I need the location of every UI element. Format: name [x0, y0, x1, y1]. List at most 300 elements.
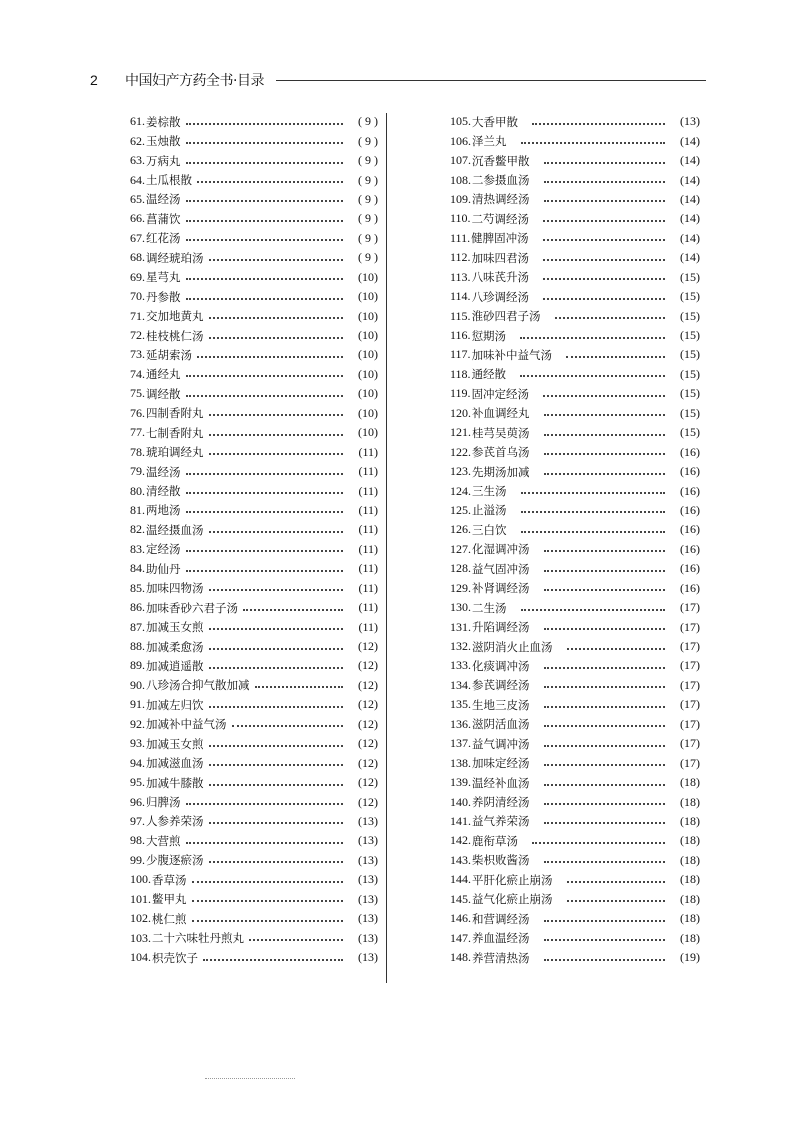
- toc-column-left: [130, 112, 378, 967]
- entry-page: ( 9 ): [358, 153, 378, 168]
- entry-title: 柴枳败酱汤: [472, 853, 530, 868]
- toc-entry: [130, 365, 378, 384]
- entry-number: 140.: [450, 794, 471, 809]
- entry-title: 星芎丸: [146, 270, 181, 285]
- toc-entry: [130, 287, 378, 306]
- entry-page: (12): [358, 755, 378, 770]
- entry-page: (18): [680, 911, 700, 926]
- entry-title: 养阴清经汤: [472, 795, 530, 810]
- entry-number: 121.: [450, 425, 471, 440]
- page-number: 2: [90, 72, 98, 88]
- leader-dots: [255, 686, 344, 688]
- toc-entry: [130, 540, 378, 559]
- toc-entry: [450, 928, 700, 947]
- entry-title: 八珍调经汤: [471, 289, 530, 304]
- leader-dots: [209, 259, 344, 261]
- entry-number: 66.: [130, 211, 145, 226]
- entry-title: 加减牛膝散: [146, 775, 204, 790]
- entry-number: 78.: [130, 444, 145, 459]
- entry-title: 四制香附丸: [146, 406, 204, 421]
- entry-number: 100.: [130, 872, 151, 887]
- entry-number: 101.: [130, 891, 151, 906]
- entry-page: (18): [680, 852, 700, 867]
- leader-dots: [197, 181, 343, 183]
- entry-title: 加减逍遥散: [146, 658, 204, 673]
- entry-page: (12): [358, 658, 378, 673]
- entry-page: (13): [358, 813, 378, 828]
- toc-entry: [130, 520, 378, 539]
- toc-entry: [130, 715, 378, 734]
- toc-entry: [130, 462, 378, 481]
- toc-entry: [130, 676, 378, 695]
- leader-dots: [209, 667, 344, 669]
- entry-page: (18): [680, 813, 700, 828]
- entry-title: 滋阴消火止血汤: [472, 639, 553, 654]
- toc-entry: [130, 345, 378, 364]
- entry-number: 102.: [130, 911, 151, 926]
- entry-title: 调经琥珀汤: [146, 250, 204, 265]
- entry-page: (10): [358, 308, 378, 323]
- entry-title: 沉香鳖甲散: [472, 153, 530, 168]
- toc-entry: [130, 248, 378, 267]
- leader-dots: [532, 123, 665, 125]
- leader-dots: [543, 298, 665, 300]
- entry-number: 99.: [130, 852, 145, 867]
- leader-dots: [192, 920, 344, 922]
- entry-number: 98.: [130, 833, 145, 848]
- entry-title: 生地三皮汤: [472, 697, 530, 712]
- entry-page: (15): [680, 347, 700, 362]
- leader-dots: [544, 725, 666, 727]
- entry-title: 八珍汤合抑气散加减: [146, 678, 250, 693]
- leader-dots: [521, 492, 666, 494]
- entry-title: 加味定经汤: [472, 756, 530, 771]
- entry-number: 147.: [450, 930, 471, 945]
- entry-title: 泽兰丸: [472, 134, 507, 149]
- leader-dots: [232, 725, 344, 727]
- entry-title: 八味芪升汤: [471, 270, 530, 285]
- entry-page: (18): [680, 930, 700, 945]
- entry-page: (12): [358, 794, 378, 809]
- entry-number: 136.: [450, 716, 471, 731]
- entry-number: 76.: [130, 405, 145, 420]
- toc-entry: [130, 617, 378, 636]
- entry-page: (12): [358, 775, 378, 790]
- entry-page: (12): [358, 736, 378, 751]
- entry-page: (18): [680, 794, 700, 809]
- entry-title: 益气调冲汤: [472, 736, 530, 751]
- leader-dots: [186, 473, 344, 475]
- entry-page: (10): [358, 269, 378, 284]
- leader-dots: [209, 434, 344, 436]
- entry-page: (10): [358, 405, 378, 420]
- leader-dots: [544, 181, 666, 183]
- toc-entry: [130, 481, 378, 500]
- entry-page: (15): [680, 328, 700, 343]
- entry-title: 加减滋血汤: [146, 756, 204, 771]
- entry-page: (17): [680, 639, 700, 654]
- entry-title: 三白饮: [472, 522, 507, 537]
- entry-number: 117.: [450, 347, 471, 362]
- entry-number: 88.: [130, 639, 145, 654]
- toc-entry: [450, 287, 700, 306]
- entry-title: 化湿调冲汤: [472, 542, 530, 557]
- leader-dots: [209, 784, 344, 786]
- entry-title: 平肝化瘀止崩汤: [472, 872, 553, 887]
- entry-title: 健脾固冲汤: [471, 231, 529, 246]
- entry-number: 143.: [450, 852, 471, 867]
- running-header: [90, 70, 706, 90]
- entry-number: 63.: [130, 153, 145, 168]
- leader-dots: [566, 356, 665, 358]
- entry-number: 86.: [130, 600, 145, 615]
- entry-number: 95.: [130, 775, 145, 790]
- entry-number: 119.: [450, 386, 471, 401]
- entry-title: 养血温经汤: [472, 931, 530, 946]
- entry-page: (16): [680, 444, 700, 459]
- entry-title: 益气固冲汤: [472, 561, 530, 576]
- entry-number: 83.: [130, 541, 145, 556]
- entry-number: 125.: [450, 502, 471, 517]
- entry-number: 112.: [450, 250, 471, 265]
- entry-number: 137.: [450, 736, 471, 751]
- entry-title: 加味四君汤: [471, 250, 530, 265]
- entry-page: (16): [680, 522, 700, 537]
- toc-entry: [450, 190, 700, 209]
- leader-dots: [544, 550, 666, 552]
- entry-title: 清经散: [146, 484, 181, 499]
- entry-title: 二芍调经汤: [471, 211, 530, 226]
- leader-dots: [544, 745, 666, 747]
- entry-title: 加味四物汤: [146, 581, 204, 596]
- entry-number: 67.: [130, 230, 145, 245]
- entry-title: 通经散: [471, 367, 507, 382]
- leader-dots: [249, 939, 343, 941]
- entry-number: 109.: [450, 191, 471, 206]
- toc-entry: [450, 792, 700, 811]
- leader-dots: [544, 667, 666, 669]
- leader-dots: [209, 861, 344, 863]
- entry-title: 交加地黄丸: [146, 309, 204, 324]
- entry-page: (14): [680, 250, 700, 265]
- entry-number: 73.: [130, 347, 145, 362]
- entry-page: (11): [358, 522, 378, 537]
- entry-page: (11): [358, 483, 378, 498]
- entry-number: 122.: [450, 444, 471, 459]
- toc-entry: [130, 209, 378, 228]
- leader-dots: [544, 686, 666, 688]
- entry-title: 加减补中益气汤: [146, 717, 227, 732]
- toc-entry: [450, 812, 700, 831]
- entry-title: 七制香附丸: [146, 425, 204, 440]
- leader-dots: [186, 239, 344, 241]
- entry-title: 温经摄血汤: [146, 522, 204, 537]
- entry-page: (17): [680, 600, 700, 615]
- entry-number: 89.: [130, 658, 145, 673]
- toc-entry: [130, 112, 378, 131]
- entry-number: 108.: [450, 172, 471, 187]
- entry-number: 68.: [130, 250, 145, 265]
- toc-entry: [450, 151, 700, 170]
- entry-number: 82.: [130, 522, 145, 537]
- leader-dots: [521, 142, 666, 144]
- entry-page: (10): [358, 366, 378, 381]
- entry-page: (11): [358, 619, 378, 634]
- entry-title: 加减玉女煎: [146, 736, 204, 751]
- entry-number: 145.: [450, 891, 471, 906]
- toc-entry: [450, 870, 700, 889]
- entry-number: 116.: [450, 328, 471, 343]
- toc-entry: [130, 695, 378, 714]
- entry-number: 106.: [450, 133, 471, 148]
- entry-page: (15): [680, 269, 700, 284]
- leader-dots: [544, 589, 666, 591]
- entry-number: 69.: [130, 269, 145, 284]
- entry-number: 64.: [130, 172, 145, 187]
- entry-page: (14): [680, 211, 700, 226]
- entry-page: (14): [680, 172, 700, 187]
- entry-page: (13): [680, 114, 700, 129]
- leader-dots: [544, 939, 666, 941]
- toc-entry: [450, 112, 700, 131]
- entry-title: 加味香砂六君子汤: [146, 600, 238, 615]
- leader-dots: [567, 648, 666, 650]
- entry-title: 和营调经汤: [472, 911, 530, 926]
- leader-dots: [192, 881, 344, 883]
- toc-entry: [130, 501, 378, 520]
- entry-page: (12): [358, 677, 378, 692]
- leader-dots: [209, 531, 344, 533]
- entry-page: (15): [680, 289, 700, 304]
- toc-entry: [450, 501, 700, 520]
- entry-number: 113.: [450, 269, 471, 284]
- toc-entry: [450, 384, 700, 403]
- entry-page: ( 9 ): [358, 250, 378, 265]
- toc-column-right: [450, 112, 700, 967]
- toc-entry: [130, 870, 378, 889]
- leader-dots: [186, 803, 344, 805]
- toc-entry: [450, 229, 700, 248]
- entry-title: 玉烛散: [146, 134, 181, 149]
- entry-number: 77.: [130, 425, 145, 440]
- entry-number: 114.: [450, 289, 471, 304]
- toc-entry: [450, 656, 700, 675]
- leader-dots: [209, 764, 344, 766]
- toc-entry: [130, 734, 378, 753]
- entry-page: (15): [680, 405, 700, 420]
- entry-number: 71.: [130, 308, 145, 323]
- entry-title: 愆期汤: [471, 328, 507, 343]
- entry-number: 123.: [450, 464, 471, 479]
- entry-title: 人参养荣汤: [146, 814, 204, 829]
- entry-number: 96.: [130, 794, 145, 809]
- entry-title: 归脾汤: [146, 795, 181, 810]
- leader-dots: [544, 764, 666, 766]
- toc-entry: [130, 909, 378, 928]
- toc-entry: [130, 637, 378, 656]
- leader-dots: [209, 337, 344, 339]
- entry-title: 万病丸: [146, 153, 181, 168]
- leader-dots: [186, 395, 344, 397]
- toc-entry: [450, 598, 700, 617]
- entry-page: (12): [358, 716, 378, 731]
- entry-number: 135.: [450, 697, 471, 712]
- toc-entry: [450, 734, 700, 753]
- entry-page: (13): [358, 950, 378, 965]
- leader-dots: [544, 920, 666, 922]
- entry-number: 74.: [130, 366, 145, 381]
- entry-page: (11): [358, 444, 378, 459]
- toc-entry: [450, 540, 700, 559]
- entry-page: (17): [680, 619, 700, 634]
- toc-entry: [450, 520, 700, 539]
- entry-number: 90.: [130, 677, 145, 692]
- entry-number: 91.: [130, 697, 145, 712]
- entry-title: 加减左归饮: [146, 697, 204, 712]
- entry-page: (10): [358, 425, 378, 440]
- toc-entry: [130, 753, 378, 772]
- entry-page: ( 9 ): [358, 230, 378, 245]
- entry-title: 土瓜根散: [146, 173, 192, 188]
- toc-entry: [450, 404, 700, 423]
- entry-title: 三生汤: [472, 484, 507, 499]
- leader-dots: [243, 609, 343, 611]
- toc-entry: [130, 831, 378, 850]
- leader-dots: [209, 648, 344, 650]
- entry-number: 94.: [130, 755, 145, 770]
- toc-entry: [130, 170, 378, 189]
- toc-entry: [450, 617, 700, 636]
- entry-number: 79.: [130, 464, 145, 479]
- leader-dots: [543, 278, 665, 280]
- toc-entry: [450, 462, 700, 481]
- toc-entry: [450, 170, 700, 189]
- entry-title: 桃仁煎: [152, 911, 187, 926]
- entry-page: (13): [358, 930, 378, 945]
- toc-entry: [450, 209, 700, 228]
- leader-dots: [544, 570, 666, 572]
- entry-title: 两地汤: [146, 503, 181, 518]
- entry-number: 87.: [130, 619, 145, 634]
- entry-title: 桂枝桃仁汤: [146, 328, 204, 343]
- toc-entry: [130, 384, 378, 403]
- leader-dots: [520, 337, 665, 339]
- entry-page: (13): [358, 891, 378, 906]
- leader-dots: [186, 220, 344, 222]
- leader-dots: [186, 142, 344, 144]
- toc-entry: [130, 306, 378, 325]
- toc-entry: [450, 131, 700, 150]
- leader-dots: [544, 453, 666, 455]
- entry-page: (11): [358, 600, 378, 615]
- entry-page: (15): [680, 386, 700, 401]
- entry-title: 止溢汤: [472, 503, 507, 518]
- toc-entry: [450, 559, 700, 578]
- entry-title: 清热调经汤: [472, 192, 530, 207]
- leader-dots: [209, 822, 344, 824]
- entry-number: 92.: [130, 716, 145, 731]
- entry-page: (10): [358, 347, 378, 362]
- entry-title: 养营清热汤: [472, 950, 530, 965]
- toc-entry: [450, 831, 700, 850]
- header-rule: [276, 80, 706, 81]
- entry-page: (13): [358, 833, 378, 848]
- leader-dots: [544, 200, 666, 202]
- entry-number: 115.: [450, 308, 471, 323]
- entry-title: 固冲定经汤: [471, 386, 530, 401]
- entry-title: 枳壳饮子: [152, 950, 198, 965]
- entry-page: (16): [680, 483, 700, 498]
- entry-page: (18): [680, 872, 700, 887]
- entry-number: 142.: [450, 833, 471, 848]
- entry-page: (15): [680, 308, 700, 323]
- leader-dots: [544, 706, 666, 708]
- entry-page: (13): [358, 911, 378, 926]
- entry-number: 62.: [130, 133, 145, 148]
- toc-entry: [130, 559, 378, 578]
- entry-number: 141.: [450, 813, 471, 828]
- toc-entry: [130, 928, 378, 947]
- entry-page: (14): [680, 133, 700, 148]
- toc-entry: [450, 326, 700, 345]
- entry-title: 益气化瘀止崩汤: [472, 892, 553, 907]
- column-divider: [386, 113, 387, 983]
- entry-title: 菖蒲饮: [146, 211, 181, 226]
- toc-entry: [450, 695, 700, 714]
- entry-title: 香草汤: [152, 872, 187, 887]
- entry-page: (17): [680, 716, 700, 731]
- toc-entry: [130, 579, 378, 598]
- leader-dots: [544, 784, 666, 786]
- entry-page: ( 9 ): [358, 191, 378, 206]
- leader-dots: [544, 414, 666, 416]
- entry-title: 温经汤: [146, 464, 181, 479]
- entry-title: 补血调经丸: [472, 406, 530, 421]
- entry-page: (16): [680, 464, 700, 479]
- leader-dots: [197, 356, 343, 358]
- entry-page: ( 9 ): [358, 133, 378, 148]
- toc-entry: [450, 442, 700, 461]
- toc-entry: [450, 948, 700, 967]
- entry-page: (11): [358, 541, 378, 556]
- footer-smudge: [205, 1074, 295, 1079]
- toc-entry: [130, 656, 378, 675]
- entry-title: 鳖甲丸: [152, 892, 187, 907]
- toc-entry: [130, 229, 378, 248]
- leader-dots: [521, 531, 666, 533]
- leader-dots: [544, 434, 666, 436]
- entry-title: 加减柔愈汤: [146, 639, 204, 654]
- entry-title: 滋阴活血汤: [472, 717, 530, 732]
- entry-page: (16): [680, 561, 700, 576]
- toc-entry: [130, 404, 378, 423]
- toc-entry: [450, 773, 700, 792]
- entry-number: 97.: [130, 813, 145, 828]
- entry-title: 温经补血汤: [472, 775, 530, 790]
- leader-dots: [186, 511, 344, 513]
- toc-entry: [450, 909, 700, 928]
- leader-dots: [209, 453, 344, 455]
- leader-dots: [209, 317, 344, 319]
- leader-dots: [209, 589, 344, 591]
- entry-title: 化痰调冲汤: [472, 658, 530, 673]
- toc-entry: [450, 579, 700, 598]
- leader-dots: [543, 220, 665, 222]
- entry-page: (17): [680, 677, 700, 692]
- entry-title: 桂芎吴萸汤: [472, 425, 530, 440]
- entry-number: 148.: [450, 950, 471, 965]
- toc-entry: [450, 306, 700, 325]
